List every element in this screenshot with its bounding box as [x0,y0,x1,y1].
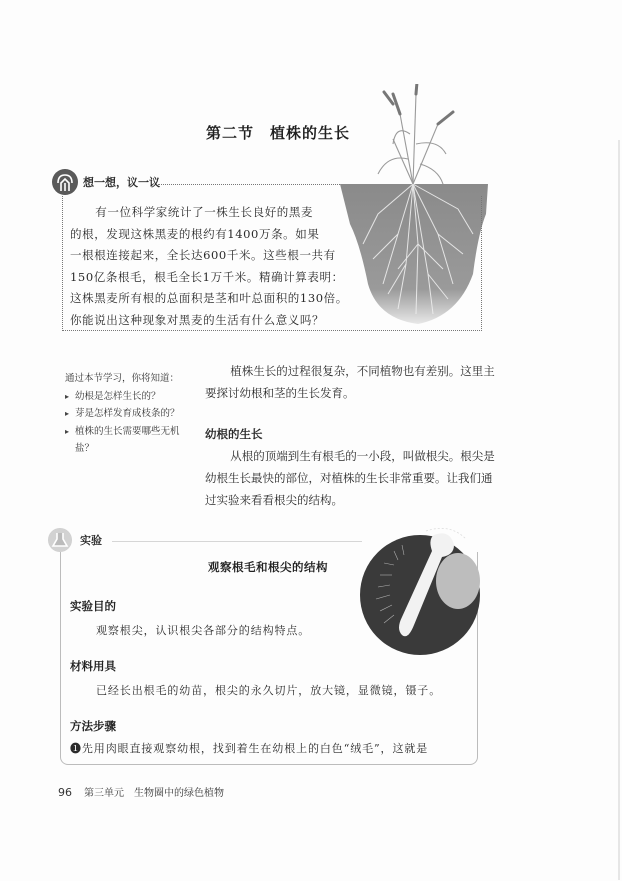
objectives-heading: 通过本节学习，你将知道： [65,373,180,384]
page-footer [58,784,224,799]
purpose-text: 观察根尖，认识根尖各部分的结构特点。 [96,624,311,637]
unit-title: 生物圈中的绿色植物 [134,788,224,799]
experiment-header [48,528,102,552]
unit-label: 第三单元 [84,788,124,799]
seedling-root-hairs-photo [354,525,486,657]
experiment-flask-icon [48,528,72,552]
think-discuss-logo-icon [52,169,78,195]
experiment-label: 实验 [80,534,102,547]
root-growth-paragraph: 从根的顶端到生有根毛的一小段，叫做根尖。根尖是幼根生长最快的部位，对植株的生长非常重要。让我们通过实验来看看根尖的结构。 [205,449,495,507]
think-line: 150亿条根毛，根毛全长1万千米。精确计算表明： [70,269,344,284]
method-label: 方法步骤 [70,719,116,733]
method-step-1 [70,740,428,756]
page-number: 96 [58,786,72,799]
think-discuss-text [70,202,350,332]
think-discuss-label: 想一想，议一议 [83,176,160,189]
root-growth-subheading: 幼根的生长 [205,427,263,441]
materials-label: 材料用具 [70,659,116,673]
think-discuss-header [52,170,160,194]
objective-item: ▸ 幼根是怎样生长的？ [65,388,195,406]
think-line: 一根根连接起来，全长达600千米。这些根一共有 [70,248,336,263]
learning-objectives [65,370,195,458]
main-body [205,360,495,511]
experiment-title: 观察根毛和根尖的结构 [208,560,328,574]
section-title: 植株的生长 [270,124,351,142]
objective-item: ▸ 植株的生长需要哪些无机盐？ [65,423,195,458]
purpose-label: 实验目的 [70,599,116,613]
think-line: 这株黑麦所有根的总面积是茎和叶总面积的130倍。 [70,291,348,306]
think-divider [158,184,340,185]
think-line: 的根，发现这株黑麦的根约有1400万条。如果 [70,226,320,241]
materials-text: 已经长出根毛的幼苗，根尖的永久切片，放大镜，显微镜，镊子。 [96,684,442,697]
think-line: 你能说出这种现象对黑麦的生活有什么意义吗？ [70,312,325,327]
step-1-text: 先用肉眼直接观察幼根，找到着生在幼根上的白色“绒毛”，这就是 [81,742,429,755]
page-title [206,122,350,143]
think-line: 有一位科学家统计了一株生长良好的黑麦 [95,205,314,219]
section-number: 第二节 [206,124,255,142]
objective-item: ▸ 芽是怎样发育成枝条的？ [65,405,195,423]
step-number-icon: ❶ [70,742,82,755]
intro-paragraph: 植株生长的过程很复杂，不同植物也有差别。这里主要探讨幼根和茎的生长发育。 [205,364,495,400]
page-edge [618,140,620,880]
experiment-divider [112,541,362,542]
